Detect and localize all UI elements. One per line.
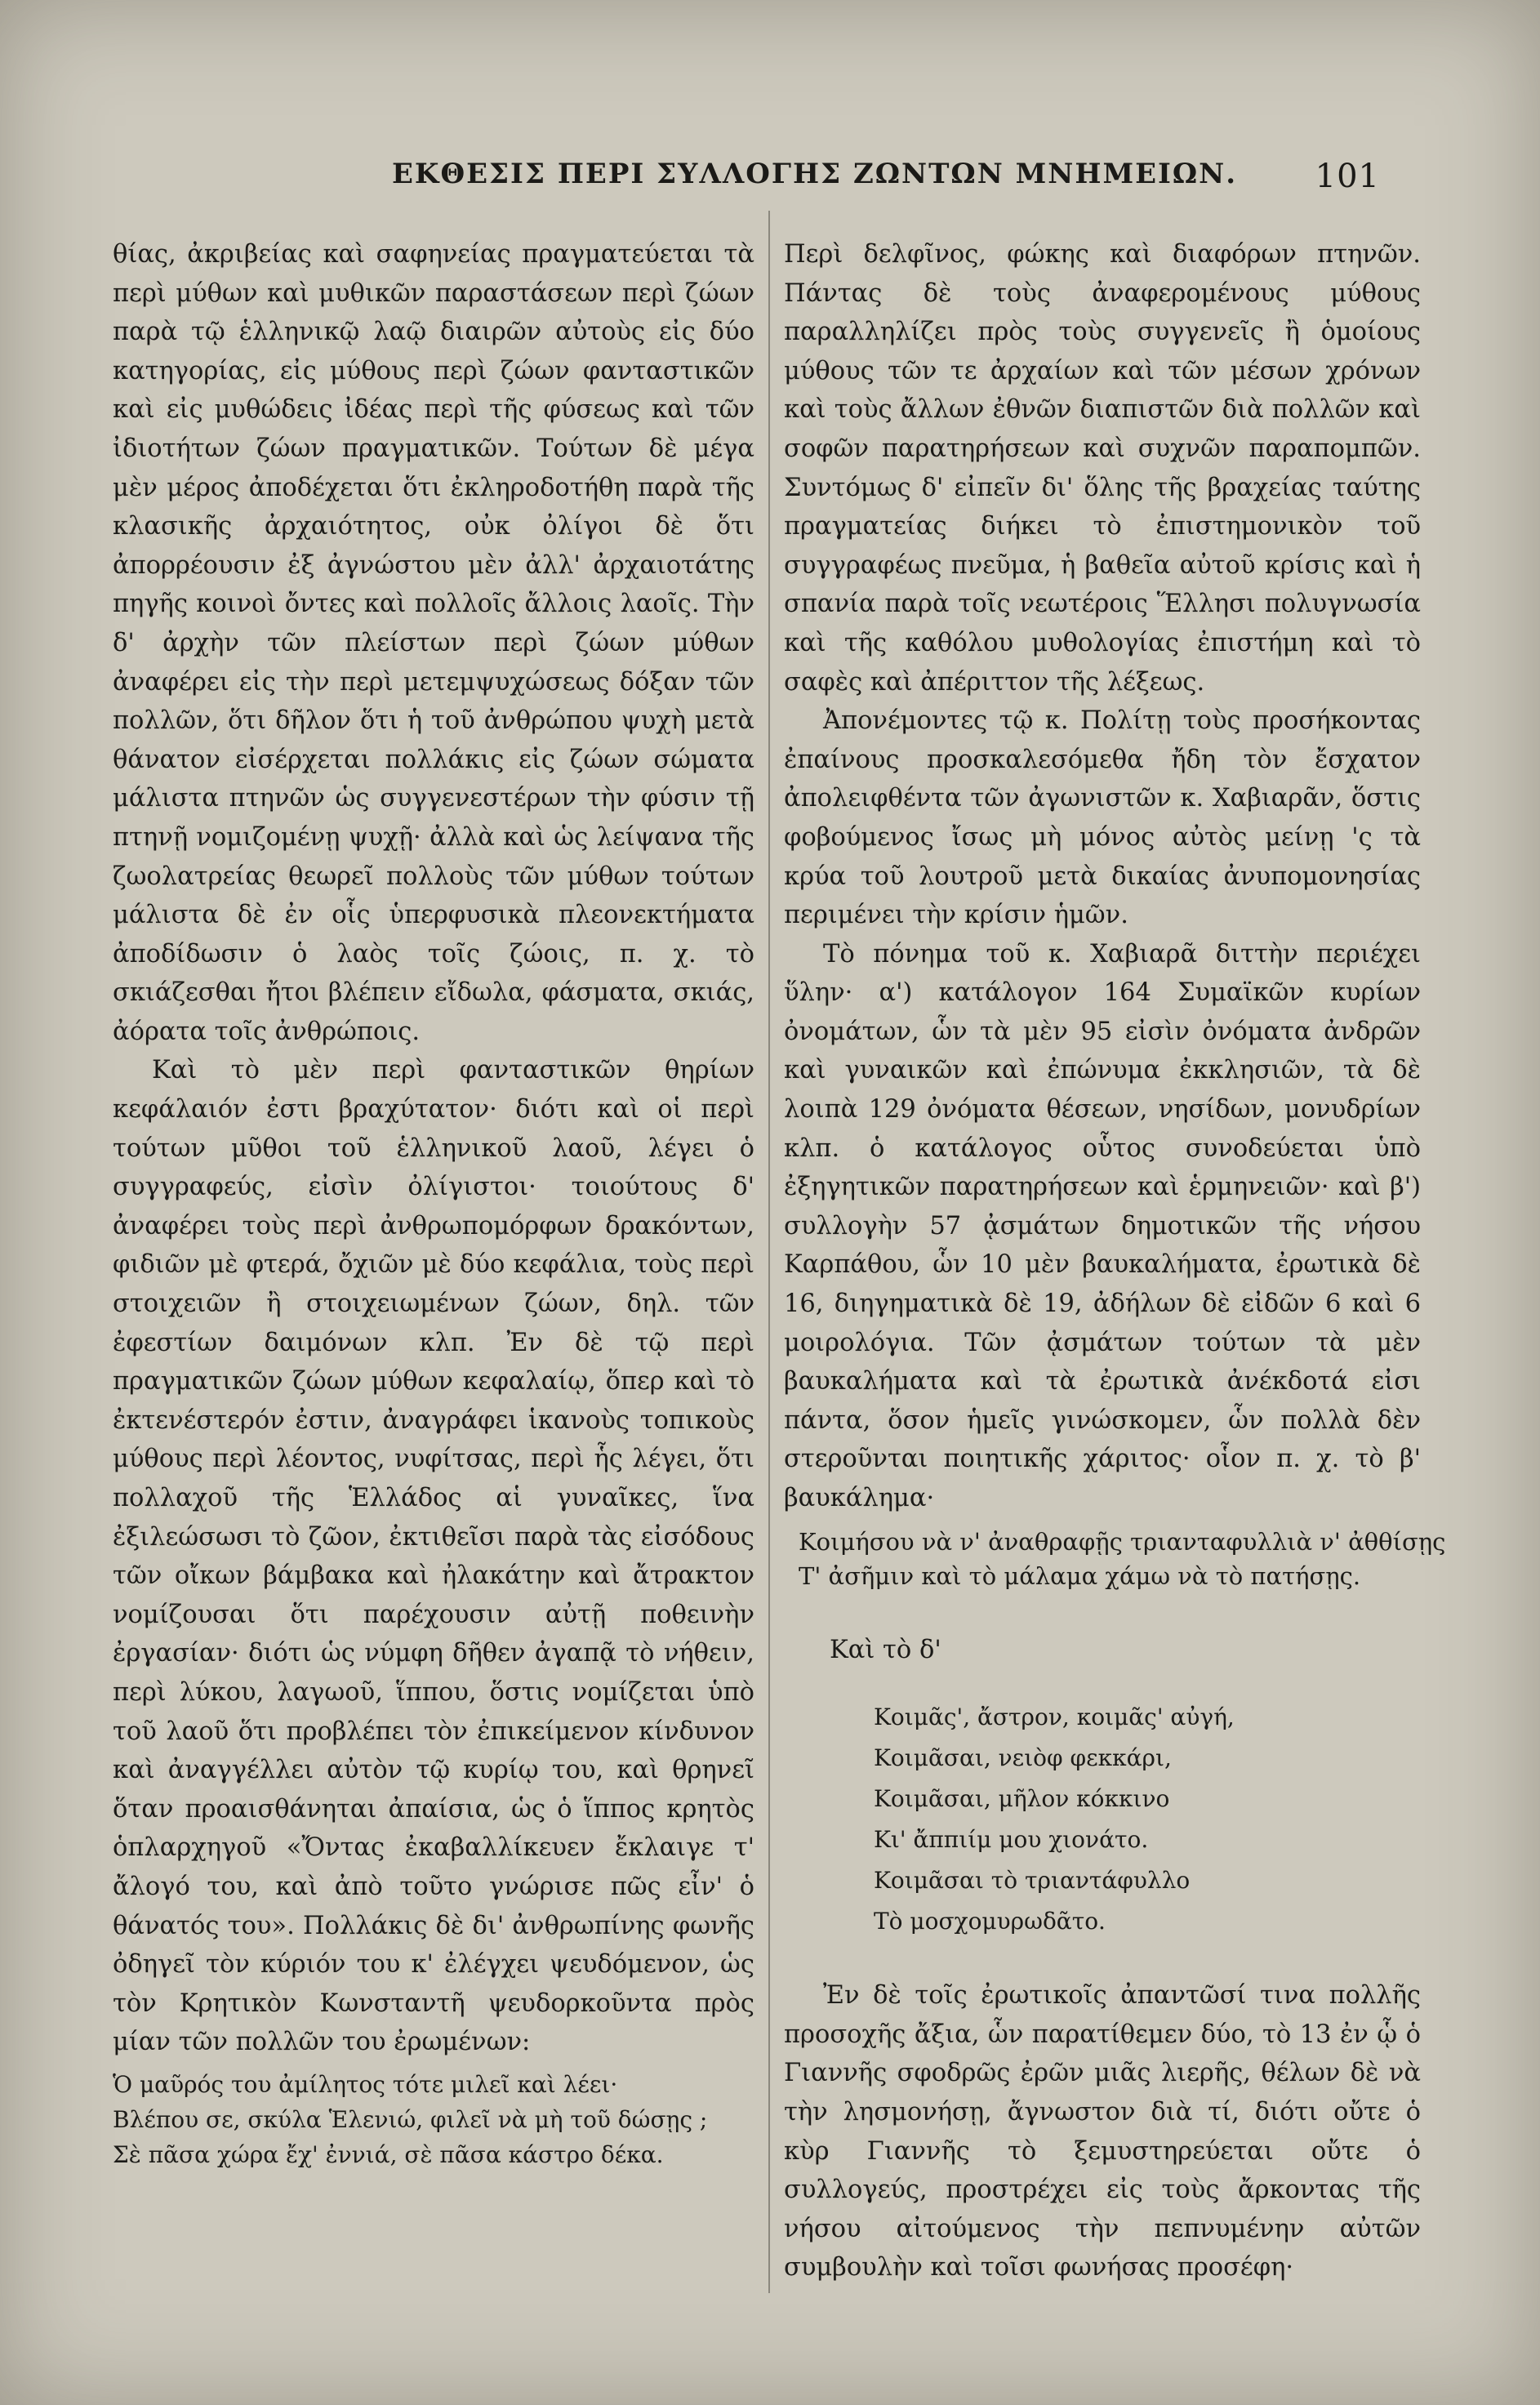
verse-line: Κοιμᾶσαι, νειὸφ φεκκάρι, — [874, 1744, 1172, 1772]
running-head: ΕΚΘΕΣΙΣ ΠΕΡΙ ΣΥΛΛΟΓΗΣ ΖΩΝΤΩΝ ΜΝΗΜΕΙΩΝ. — [392, 158, 1238, 190]
left-paragraph-1: θίας, ἀκριβείας καὶ σαφηνείας πραγματεύεται τὰ περὶ μύθων καὶ μυθικῶν παραστάσεων περὶ ζώων παρὰ τῷ ἑλληνικῷ λαῷ διαιρῶν αὐτοὺς εἰς δύο κατηγορίας, εἰς μύθους περὶ ζώων φανταστικῶν καὶ εἰς μυθώδεις ἰδέας περὶ τῆς φύσεως καὶ τῶν ἰδιοτήτων ζώων πραγματικῶν. Τούτων δὲ μέγα μὲν μέρος ἀποδέχεται ὅτι ἐκληροδοτήθη παρὰ τῆς κλασικῆς ἀρχαιότητος, οὐκ ὀλίγοι δὲ ὅτι ἀπορρέουσιν ἐξ ἀγνώστου μὲν ἀλλ' ἀρχαιοτάτης πηγῆς κοινοὶ ὄντες καὶ πολλοῖς ἄλλοις λαοῖς. Τὴν δ' ἀρχὴν τῶν πλείστων περὶ ζώων μύθων ἀναφέρει εἰς τὴν περὶ μετεμψυχώσεως δόξαν τῶν πολλῶν, ὅτι δῆλον ὅτι ἡ τοῦ ἀνθρώπου ψυχὴ μετὰ θάνατον εἰσέρχεται πολλάκις εἰς ζώων σώματα μάλιστα πτηνῶν ὡς συγγενεστέρων τὴν φύσιν τῇ πτηνῇ νομιζομένῃ ψυχῇ· ἀλλὰ καὶ ὡς λείψανα τῆς ζωολατρείας θεωρεῖ πολλοὺς τῶν μύθων τούτων μάλιστα δὲ ἐν οἷς ὑπερφυσικὰ πλεονεκτήματα ἀποδίδωσιν ὁ λαὸς τοῖς ζώοις, π. χ. τὸ σκιάζεσθαι ἤτοι βλέπειν εἴδωλα, φάσματα, σκιάς, ἀόρατα τοῖς ἀνθρώποις. — [113, 240, 754, 1046]
left-column — [113, 235, 754, 2172]
verse-line: Κοιμᾶσαι, μῆλον κόκκινο — [874, 1785, 1170, 1813]
right-paragraph-3: Τὸ πόνημα τοῦ κ. Χαβιαρᾶ διττὴν περιέχει ὕλην· α') κατάλογον 164 Συμαϊκῶν κυρίων ὀνομάτων, ὧν τὰ μὲν 95 εἰσὶν ὀνόματα ἀνδρῶν καὶ γυναικῶν καὶ ἐπώνυμα ἐκκλησιῶν, τὰ δὲ λοιπὰ 129 ὀνόματα θέσεων, νησίδων, μονυδρίων κλπ. ὁ κατάλογος οὗτος συνοδεύεται ὑπὸ ἐξηγητικῶν παρατηρήσεων καὶ ἑρμηνειῶν· καὶ β') συλλογὴν 57 ᾀσμάτων δημοτικῶν τῆς νήσου Καρπάθου, ὧν 10 μὲν βαυκαλήματα, ἐρωτικὰ δὲ 16, διηγηματικὰ δὲ 19, ἀδήλων δὲ εἰδῶν 6 καὶ 6 μοιρολόγια. Τῶν ᾀσμάτων τούτων τὰ μὲν βαυκαλήματα καὶ τὰ ἐρωτικὰ ἀνέκδοτά εἰσι πάντα, ὅσον ἡμεῖς γινώσκομεν, ὧν πολλὰ δὲν στεροῦνται ποιητικῆς χάριτος· οἷον π. χ. τὸ β' βαυκάλημα· — [784, 939, 1421, 1512]
verse-line: Ὁ μαῦρός του ἀμίλητος τότε μιλεῖ καὶ λέει· — [113, 2070, 618, 2098]
verse-line: Κοιμήσου νὰ ν' ἀναθραφῇς τριανταφυλλιὰ ν' ἀθθίσῃς — [799, 1527, 1446, 1556]
verse-line: Κοιμᾶς', ἄστρον, κοιμᾶς' αὐγή, — [874, 1704, 1235, 1731]
verse-line: Τὸ μοσχομυρωδᾶτο. — [874, 1908, 1106, 1935]
page-header — [392, 158, 1380, 207]
verse-line: Βλέπου σε, σκύλα Ἑλενιώ, φιλεῖ νὰ μὴ τοῦ δώσῃς ; — [113, 2105, 708, 2133]
left-paragraph-2: Καὶ τὸ μὲν περὶ φανταστικῶν θηρίων κεφάλαιόν ἐστι βραχύτατον· διότι καὶ οἱ περὶ τούτων μῦθοι τοῦ ἑλληνικοῦ λαοῦ, λέγει ὁ συγγραφεύς, εἰσὶν ὀλίγιστοι· τοιούτους δ' ἀναφέρει τοὺς περὶ ἀνθρωπομόρφων δρακόντων, φιδιῶν μὲ φτερά, ὄχιῶν μὲ δύο κεφάλια, τοὺς περὶ στοιχειῶν ἢ στοιχειωμένων ζώων, δηλ. τῶν ἐφεστίων δαιμόνων κλπ. Ἐν δὲ τῷ περὶ πραγματικῶν ζώων μύθων κεφαλαίῳ, ὅπερ καὶ τὸ ἐκτενέστερόν ἐστιν, ἀναγράφει ἱκανοὺς τοπικοὺς μύθους περὶ λέοντος, νυφίτσας, περὶ ἧς λέγει, ὅτι πολλαχοῦ τῆς Ἑλλάδος αἱ γυναῖκες, ἵνα ἐξιλεώσωσι τὸ ζῶον, ἐκτιθεῖσι παρὰ τὰς εἰσόδους τῶν οἴκων βάμβακα καὶ ἠλακάτην καὶ ἄτρακτον νομίζουσαι ὅτι παρέχουσιν αὐτῇ ποθεινὴν ἐργασίαν· διότι ὡς νύμφη δῆθεν ἀγαπᾷ τὸ νήθειν, περὶ λύκου, λαγωοῦ, ἵππου, ὅστις νομίζεται ὑπὸ τοῦ λαοῦ ὅτι προβλέπει τὸν ἐπικείμενον κίνδυνον καὶ ἀναγγέλλει αὐτὸν τῷ κυρίῳ του, καὶ θρηνεῖ ὅταν προαισθάνηται ἀπαίσια, ὡς ὁ ἵππος κρητὸς ὁπλαρχηγοῦ «Ὄντας ἐκαβαλλίκευεν ἔκλαιγε τ' ἄλογό του, καὶ ἀπὸ τοῦτο γνώρισε πῶς εἶν' ὁ θάνατός του». Πολλάκις δὲ δι' ἀνθρωπίνης φωνῆς ὀδηγεῖ τὸν κύριόν του κ' ἐλέγχει ψευδόμενον, ὡς τὸν Κρητικὸν Κωνσταντῆ ψευδορκοῦντα πρὸς μίαν τῶν πολλῶν του ἐρωμένων: — [113, 1056, 754, 2057]
page-number: 101 — [1315, 158, 1380, 195]
verse-line: Τ' ἀσῆμιν καὶ τὸ μάλαμα χάμω νὰ τὸ πατήσῃς. — [799, 1561, 1361, 1590]
lullaby-verse-2 — [874, 1697, 1421, 1942]
verse-line: Κοιμᾶσαι τὸ τριαντάφυλλο — [874, 1867, 1191, 1895]
lullaby-verse-1 — [799, 1525, 1446, 1593]
verse-line: Κι' ἄππιίμ μου χιονάτο. — [874, 1826, 1149, 1854]
right-paragraph-4: Ἐν δὲ τοῖς ἐρωτικοῖς ἀπαντῶσί τινα πολλῆς προσοχῆς ἄξια, ὧν παρατίθεμεν δύο, τὸ 13 ἐν ᾧ ὁ Γιαννῆς σφοδρῶς ἐρῶν μιᾶς λιερῆς, θέλων δὲ νὰ τὴν λησμονήσῃ, ἄγνωστον διὰ τί, διότι οὔτε ὁ κὺρ Γιαννῆς τὸ ξεμυστηρεύεται οὔτε ὁ συλλογεύς, προστρέχει εἰς τοὺς ἄρκοντας τῆς νήσου αἰτούμενος τὴν πεπνυμένην αὐτῶν συμβουλὴν καὶ τοῖσι φωνήσας προσέφη· — [784, 1981, 1421, 2283]
column-divider — [768, 211, 770, 2293]
right-paragraph-2: Ἀπονέμοντες τῷ κ. Πολίτῃ τοὺς προσήκοντας ἐπαίνους προσκαλεσόμεθα ἤδη τὸν ἔσχατον ἀπολειφθέντα τῶν ἀγωνιστῶν κ. Χαβιαρᾶν, ὅστις φοβούμενος ἴσως μὴ μόνος αὐτὸς μείνῃ 'ς τὰ κρύα τοῦ λουτροῦ μετὰ δικαίας ἀνυπομονησίας περιμένει τὴν κρίσιν ἡμῶν. — [784, 706, 1421, 930]
right-column — [784, 235, 1446, 2287]
right-paragraph-1: Περὶ δελφῖνος, φώκης καὶ διαφόρων πτηνῶν. Πάντας δὲ τοὺς ἀναφερομένους μύθους παραλληλίζει πρὸς τοὺς συγγενεῖς ἢ ὁμοίους μύθους τῶν τε ἀρχαίων καὶ τῶν μέσων χρόνων καὶ τοὺς ἄλλων ἐθνῶν διαπιστῶν διὰ πολλῶν καὶ σοφῶν παρατηρήσεων καὶ συχνῶν παραπομπῶν. Συντόμως δ' εἰπεῖν δι' ὅλης τῆς βραχείας ταύτης πραγματείας διήκει τὸ ἐπιστημονικὸν τοῦ συγγραφέως πνεῦμα, ἡ βαθεῖα αὐτοῦ κρίσις καὶ ἡ σπανία παρὰ τοῖς νεωτέροις Ἕλλησι πολυγνωσία καὶ τῆς καθόλου μυθολογίας ἐπιστήμη καὶ τὸ σαφὲς καὶ ἀπέριττον τῆς λέξεως. — [784, 240, 1421, 697]
verse-line: Σὲ πᾶσα χώρα ἔχ' ἐννιά, σὲ πᾶσα κάστρο δέκα. — [113, 2140, 664, 2168]
left-verse — [113, 2067, 754, 2172]
section-label: Καὶ τὸ δ' — [830, 1635, 941, 1664]
